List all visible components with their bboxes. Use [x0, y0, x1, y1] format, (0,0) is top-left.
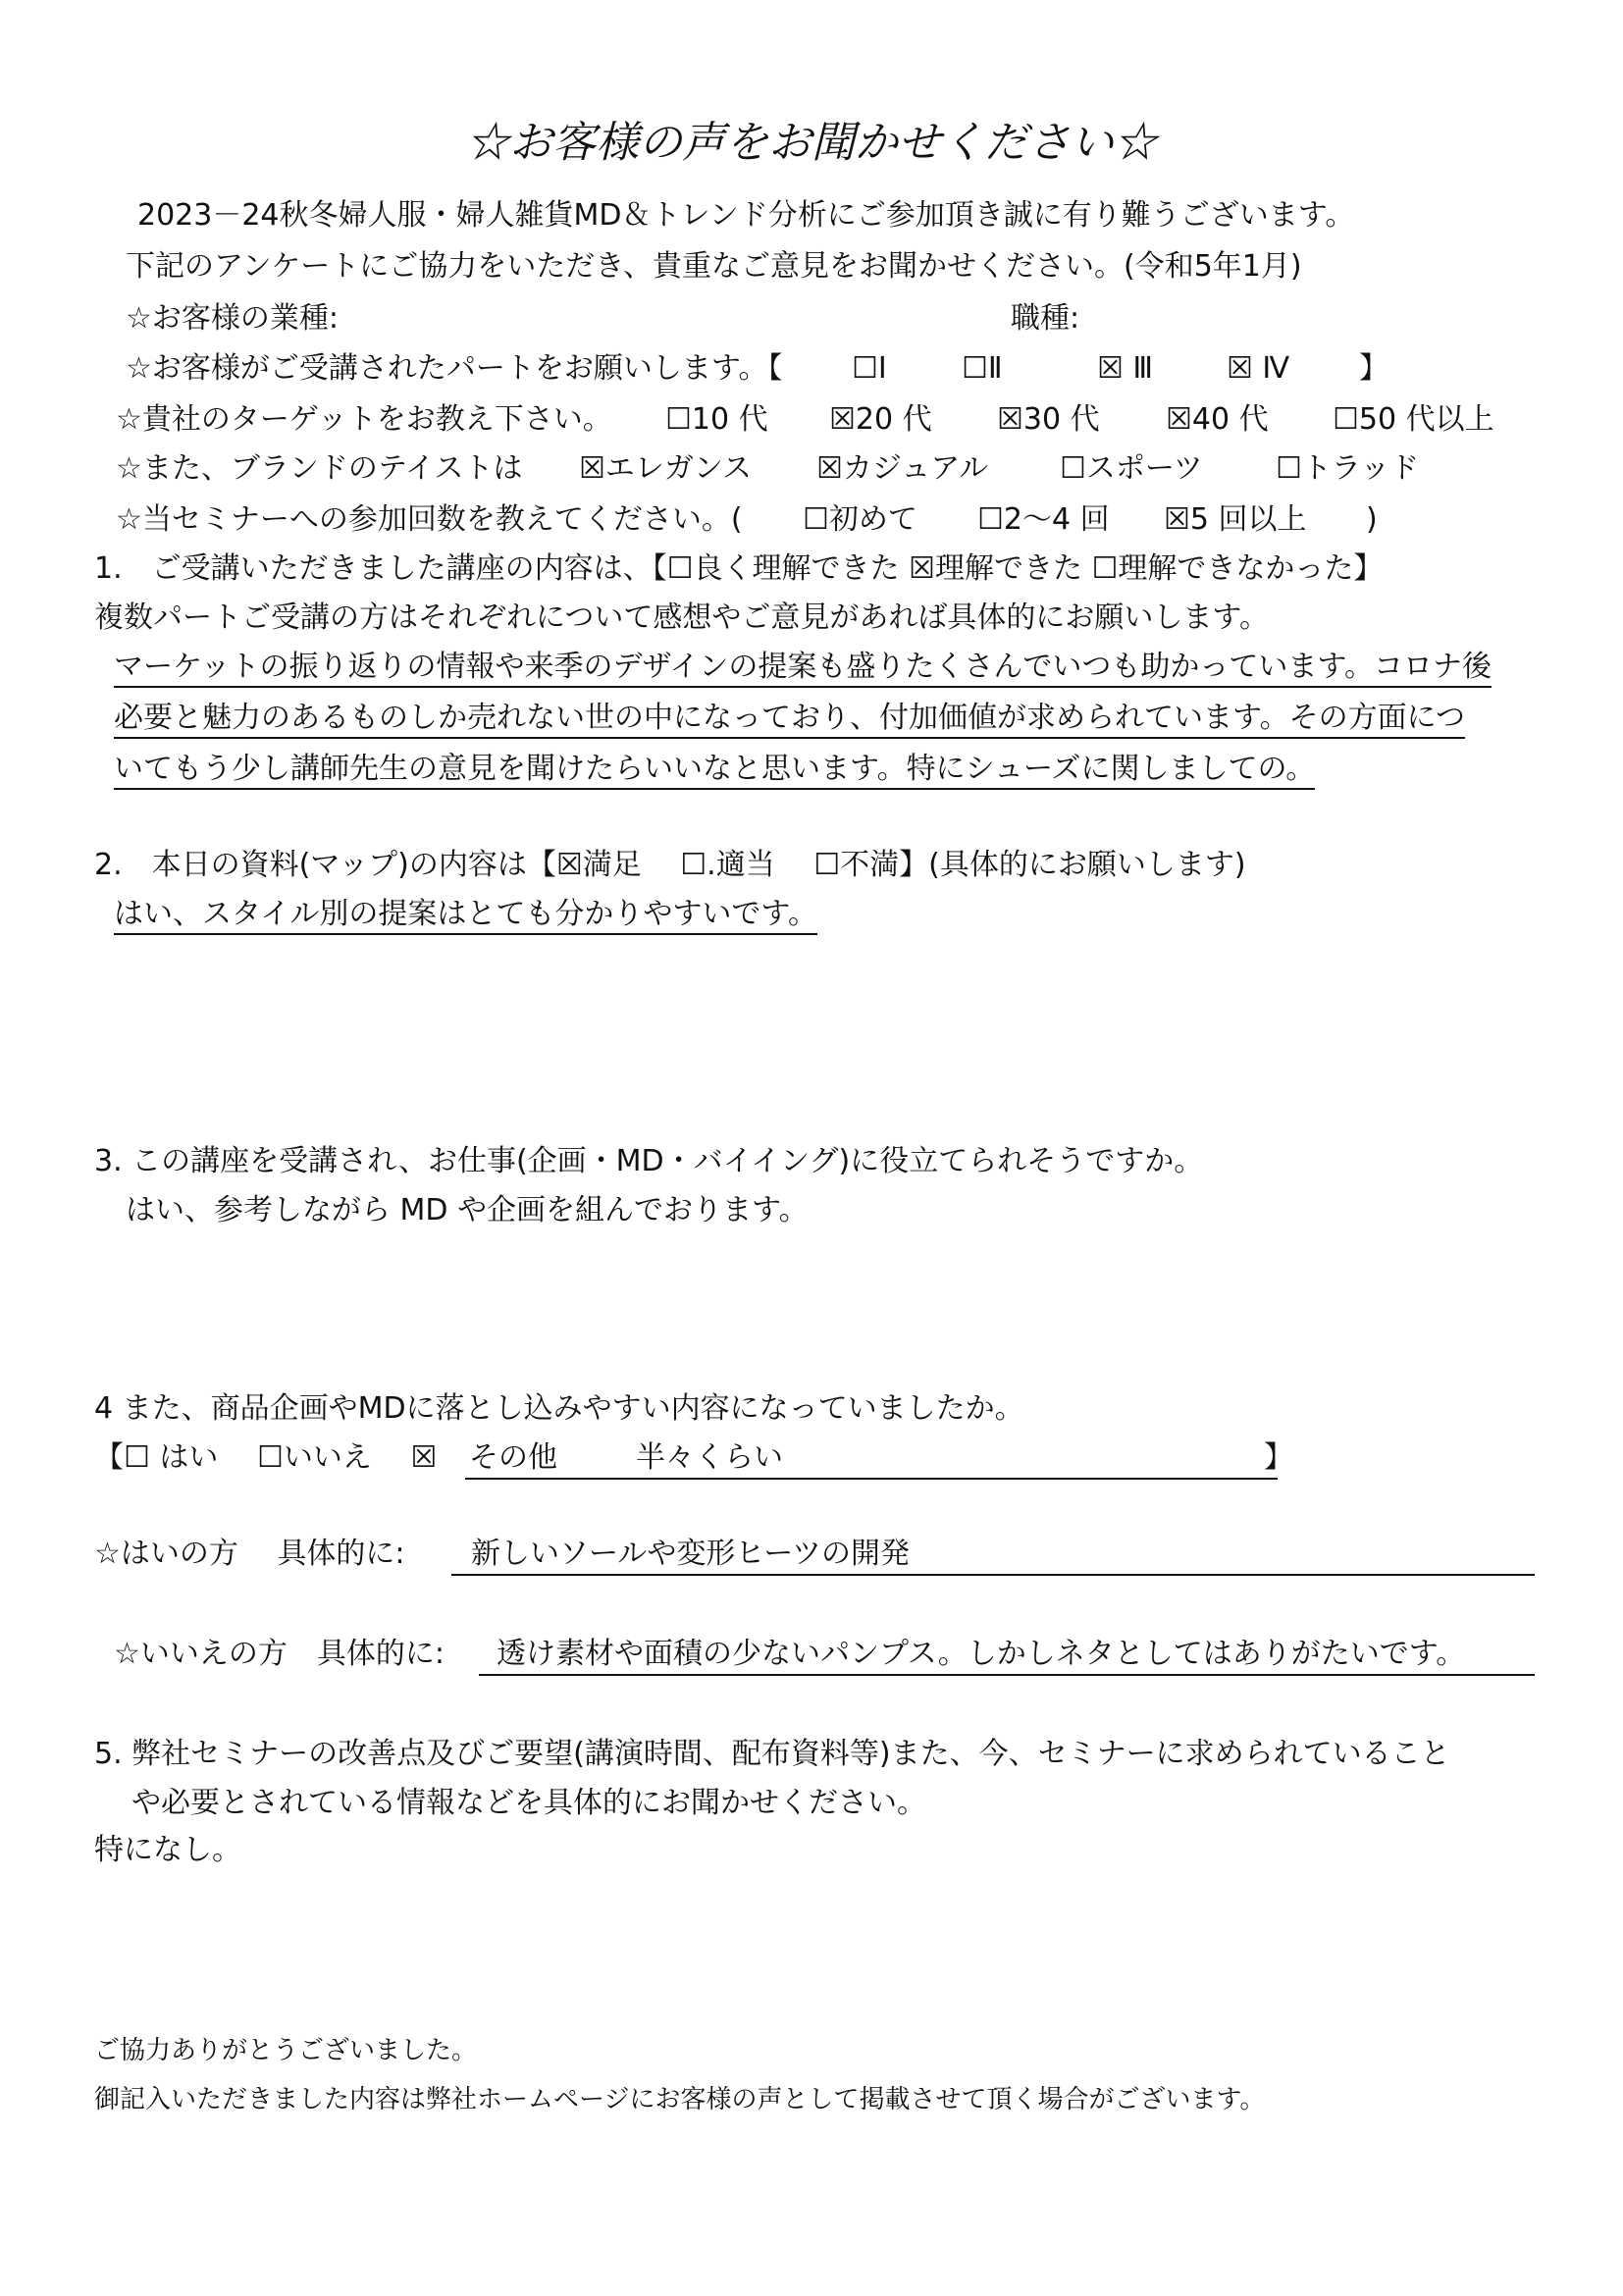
q1-subtext: 複数パートご受講の方はそれぞれについて感想やご意見があれば具体的にお願いします。 — [94, 600, 1269, 635]
target-option-2: ☒20 代 — [829, 402, 932, 437]
industry-label: ☆お客様の業種: — [126, 301, 340, 336]
target-option-4: ☒40 代 — [1166, 402, 1269, 437]
taste-label: ☆また、ブランドのテイストは — [116, 451, 523, 486]
q5-question-line-1: 5. 弊社セミナーの改善点及びご要望(講演時間、配布資料等)また、今、セミナーに求められていること — [94, 1737, 1450, 1771]
count-close: ) — [1366, 502, 1378, 537]
q1-answer-line-1: マーケットの振り返りの情報や来季のデザインの提案も盛りたくさんでいつも助かっています。コロナ後 — [114, 648, 1492, 687]
taste-option-4: ☐トラッド — [1276, 451, 1420, 486]
q1-answer-line-2: 必要と魅力のあるものしか売れない世の中になっており、付加価値が求められています。その方面につ — [114, 699, 1465, 738]
count-option-1: ☐初めて — [803, 502, 917, 537]
q2-question: 2. 本日の資料(マップ)の内容は【☒満足 ☐.適当 ☐不満】(具体的にお願いします) — [94, 848, 1246, 882]
part-option-4: ☒ Ⅳ — [1227, 351, 1290, 386]
part-option-2: ☐Ⅱ — [962, 351, 1003, 386]
parts-close: 】 — [1359, 351, 1388, 386]
q4-yes-label: ☆はいの方 具体的に: — [94, 1537, 405, 1571]
intro-line-1: 2023－24秋冬婦人服・婦人雑貨MD＆トレンド分析にご参加頂き誠に有り難うございます。 — [137, 198, 1355, 233]
part-option-1: ☐Ⅰ — [852, 351, 887, 386]
q4-no-underline — [479, 1674, 1535, 1676]
intro-line-2: 下記のアンケートにご協力をいただき、貴重なご意見をお聞かせください。(令和5年1月) — [126, 249, 1302, 284]
q1-answer-line-3: いてもう少し講師先生の意見を聞けたらいいなと思います。特にシューズに関しましての。 — [114, 750, 1315, 789]
taste-option-1: ☒エレガンス — [579, 451, 752, 486]
q4-yes-value: 新しいソールや変形ヒーツの開発 — [471, 1537, 910, 1571]
q4-other-value: 半々くらい — [636, 1440, 783, 1475]
footer-thanks: ご協力ありがとうございました。 — [94, 2036, 478, 2065]
q4-question: 4 また、商品企画やMDに落とし込みやすい内容になっていましたか。 — [94, 1391, 1024, 1426]
part-option-3: ☒ Ⅲ — [1097, 351, 1154, 386]
target-label: ☆貴社のターゲットをお教え下さい。 — [116, 402, 612, 437]
q4-other-label: その他 — [469, 1440, 557, 1475]
q1-question: 1. ご受講いただきました講座の内容は、【☐良く理解できた ☒理解できた ☐理解できなかった】 — [94, 551, 1384, 586]
target-option-5: ☐50 代以上 — [1333, 402, 1494, 437]
target-option-1: ☐10 代 — [665, 402, 768, 437]
count-label: ☆当セミナーへの参加回数を教えてください。( — [116, 502, 743, 537]
q4-other-underline — [465, 1478, 1278, 1480]
q5-answer: 特になし。 — [94, 1833, 241, 1867]
job-label: 職種: — [1011, 301, 1080, 336]
q4-close: 】 — [1264, 1440, 1293, 1475]
footer-note: 御記入いただきました内容は弊社ホームページにお客様の声として掲載させて頂く場合がございます。 — [94, 2085, 1266, 2114]
q4-no-value: 透け素材や面積の少ないパンプス。しかしネタとしてはありがたいです。 — [497, 1637, 1466, 1671]
q5-question-line-2: や必要とされている情報などを具体的にお聞かせください。 — [131, 1786, 926, 1820]
parts-label: ☆お客様がご受講されたパートをお願いします。【 — [126, 351, 783, 386]
q3-question: 3. この講座を受講され、お仕事(企画・MD・バイイング)に役立てられそうですか。 — [94, 1144, 1204, 1178]
count-option-3: ☒5 回以上 — [1164, 502, 1307, 537]
taste-option-2: ☒カジュアル — [816, 451, 989, 486]
page-title: ☆お客様の声をお聞かせください☆ — [466, 118, 1157, 168]
q2-answer: はい、スタイル別の提案はとても分かりやすいです。 — [114, 895, 817, 934]
q4-options: 【☐ はい ☐いいえ ☒ — [94, 1440, 438, 1475]
q4-no-label: ☆いいえの方 具体的に: — [114, 1637, 445, 1671]
target-option-3: ☒30 代 — [997, 402, 1100, 437]
q3-answer: はい、参考しながら MD や企画を組んでおります。 — [126, 1193, 809, 1227]
taste-option-3: ☐スポーツ — [1060, 451, 1203, 486]
q4-yes-underline — [451, 1574, 1535, 1576]
count-option-2: ☐2～4 回 — [977, 502, 1110, 537]
